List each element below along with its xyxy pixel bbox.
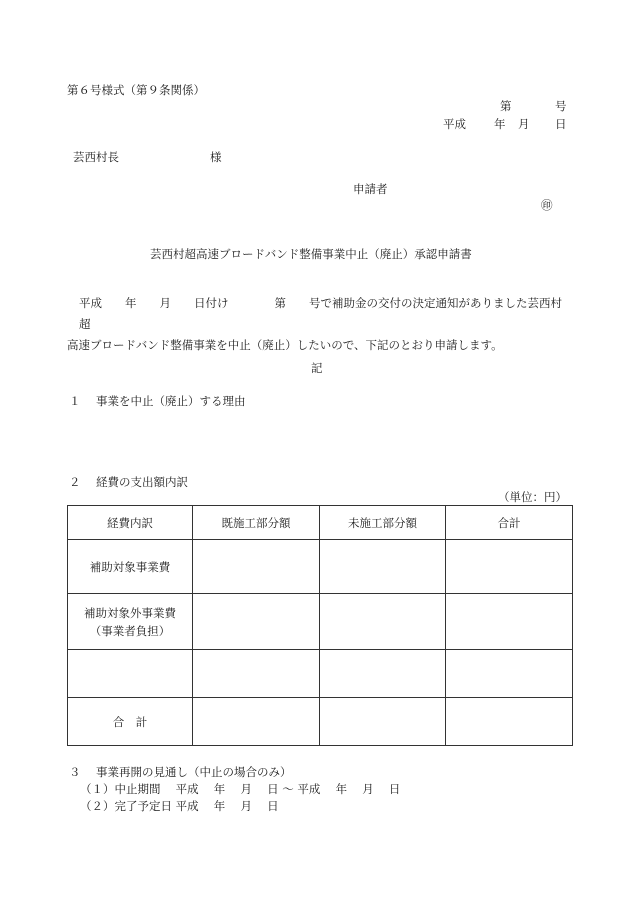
row-label: 合 計 <box>68 698 193 746</box>
table-header-row <box>68 506 573 540</box>
table-cell <box>446 698 573 746</box>
section2-number: ２ <box>69 475 81 489</box>
table-row <box>68 650 573 698</box>
header-cell: 経費内訳 <box>68 506 193 540</box>
header-cell: 未施工部分額 <box>320 506 446 540</box>
body-paragraph <box>67 293 572 356</box>
table-cell <box>193 540 320 594</box>
applicant-label: 申請者 <box>353 182 388 196</box>
table-cell <box>320 650 446 698</box>
table-cell <box>320 594 446 650</box>
date-era: 平成 <box>443 117 466 131</box>
table-cell <box>320 540 446 594</box>
form-number: 第６号様式（第９条関係） <box>67 83 205 97</box>
date-year: 年 <box>494 117 506 131</box>
table-cell <box>193 594 320 650</box>
doc-number-suffix: 号 <box>555 99 567 113</box>
table-cell <box>446 594 573 650</box>
section1-number: １ <box>69 394 81 408</box>
row-label-line2: （事業者負担） <box>89 623 171 638</box>
unit-label: （単位：円） <box>498 490 567 504</box>
table-cell <box>320 698 446 746</box>
row-label: 補助対象事業費 <box>68 540 193 594</box>
body-line-2: 高速ブロードバンド整備事業を中止（廃止）したいので、下記のとおり申請します。 <box>67 338 503 352</box>
row-label <box>68 650 193 698</box>
row-label-line1: 補助対象外事業費 <box>84 605 176 620</box>
date-day: 日 <box>555 117 567 131</box>
header-cell: 既施工部分額 <box>193 506 320 540</box>
table-row <box>68 698 573 746</box>
row-label <box>68 594 193 650</box>
section3-title: 事業再開の見通し（中止の場合のみ） <box>96 765 292 779</box>
table-cell <box>193 650 320 698</box>
section3-number: ３ <box>69 765 81 779</box>
section1-title: 事業を中止（廃止）する理由 <box>96 394 246 408</box>
table-cell <box>446 540 573 594</box>
section2-title: 経費の支出額内訳 <box>96 475 188 489</box>
ki-label: 記 <box>311 361 323 375</box>
expense-table <box>67 505 573 746</box>
table-cell <box>446 650 573 698</box>
date-month: 月 <box>518 117 530 131</box>
section3-item2: （２）完了予定日 平成 年 月 日 <box>80 799 279 813</box>
addressee-honorific: 様 <box>210 150 222 164</box>
seal-mark: ㊞ <box>541 198 553 212</box>
doc-number-prefix: 第 <box>500 99 512 113</box>
document-title: 芸西村超高速ブロードバンド整備事業中止（廃止）承認申請書 <box>150 247 472 261</box>
table-row <box>68 594 573 650</box>
section3-item1: （１）中止期間 平成 年 月 日 ～ 平成 年 月 日 <box>80 782 401 796</box>
table-row <box>68 540 573 594</box>
table-cell <box>193 698 320 746</box>
body-line-1: 平成 年 月 日付け 第 号で補助金の交付の決定通知がありました芸西村超 <box>79 296 562 331</box>
header-cell: 合計 <box>446 506 573 540</box>
addressee-name: 芸西村長 <box>73 150 119 164</box>
